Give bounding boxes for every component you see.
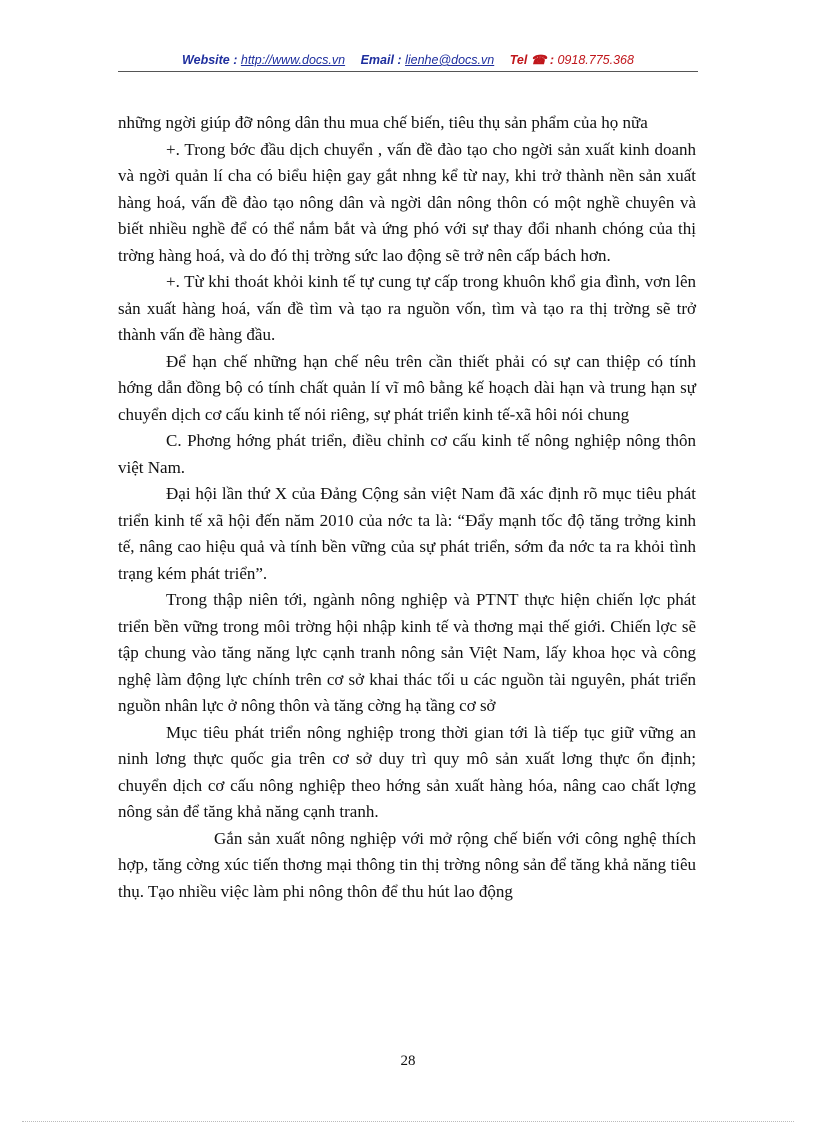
paragraph: Mục tiêu phát triển nông nghiệp trong thời gian tới là tiếp tục giữ vững an ninh lơng thực quốc gia trên cơ sở duy trì quy mô sản xuất lơng thực ổn định; chuyển dịch cơ cấu nông nghiệp theo hớng sản xuất hàng hóa, nâng cao chất lợng nông sản để tăng khả năng cạnh tranh.	[118, 722, 696, 821]
paragraph: +. Từ khi thoát khỏi kinh tế tự cung tự cấp trong khuôn khổ gia đình, vơn lên sản xuất hàng hoá, vấn đề tìm và tạo ra nguồn vốn, tìm và tạo ra thị trờng sẽ trở thành vấn đề hàng đầu.	[118, 272, 696, 344]
document-body	[118, 110, 696, 905]
paragraph: Để hạn chế những hạn chế nêu trên cần thiết phải có sự can thiệp có tính hớng dẫn đồng bộ có tính chất quản lí vĩ mô bằng kế hoạch dài hạn và trung hạn sự chuyển dịch cơ cấu kinh tế nói riêng, sự phát triển kinh tế-xã hôi nói chung	[118, 351, 696, 424]
paragraph: Đại hội lần thứ X của Đảng Cộng sản việt Nam đã xác định rõ mục tiêu phát triển kinh tế xã hội đến năm 2010 của nớc ta là: “Đẩy mạnh tốc độ tăng trởng kinh tế, nâng cao hiệu quả và tính bền vững của sự phát triển, sớm đa nớc ta ra khỏi tình trạng kém phát triển”.	[118, 484, 696, 583]
paragraph: +. Trong bớc đầu dịch chuyển , vấn đề đào tạo cho ngời sản xuất kinh doanh và ngời quản lí cha có biểu hiện gay gắt nhng kể từ nay, khi trở thành nền sản xuất hàng hoá, vấn đề đào tạo nông dân và ngời dân nông thôn có một nghề chuyên và biết nhiều nghề để có thể nắm bắt và ứng phó với sự thay đổi nhanh chóng của thị trờng hàng hoá, và do đó thị trờng sức lao động sẽ trở nên cấp bách hơn.	[118, 139, 696, 265]
paragraph: Trong thập niên tới, ngành nông nghiệp và PTNT thực hiện chiến lợc phát triển bền vững trong môi trờng hội nhập kinh tế và thơng mại thế giới. Chiến lợc sẽ tập chung vào tăng năng lực cạnh tranh nông sản Việt Nam, lấy khoa học và công nghệ làm động lực chính trên cơ sở khai thác tối u các nguồn tài nguyên, phát triển nguồn nhân lực ở nông thôn và tăng cờng hạ tầng cơ sở	[118, 590, 696, 715]
website-link[interactable]: http://www.docs.vn	[240, 53, 346, 67]
header-divider	[118, 71, 698, 72]
website-label: Website :	[182, 53, 238, 67]
page-header	[118, 52, 698, 67]
page-bottom-border	[22, 1121, 794, 1122]
section-heading: C. Phơng hớng phát triển, điều chỉnh cơ cấu kinh tế nông nghiệp nông thôn việt Nam.	[118, 431, 696, 477]
paragraph: Gắn sản xuất nông nghiệp với mở rộng chế biến với công nghệ thích hợp, tăng cờng xúc tiến thơng mại thông tin thị trờng nông sản để tăng khả năng tiêu thụ. Tạo nhiều việc làm phi nông thôn để thu hút lao động	[118, 828, 696, 901]
tel-number: 0918.775.368	[557, 53, 634, 67]
page-number: 28	[400, 1053, 416, 1069]
tel-label: Tel ☎ :	[509, 53, 554, 67]
paragraph: những ngời giúp đỡ nông dân thu mua chế biến, tiêu thụ sản phẩm của họ nữa	[118, 113, 648, 132]
email-link[interactable]: lienhe@docs.vn	[405, 53, 495, 67]
email-separator: :	[397, 53, 402, 67]
email-label: Email	[360, 53, 394, 67]
